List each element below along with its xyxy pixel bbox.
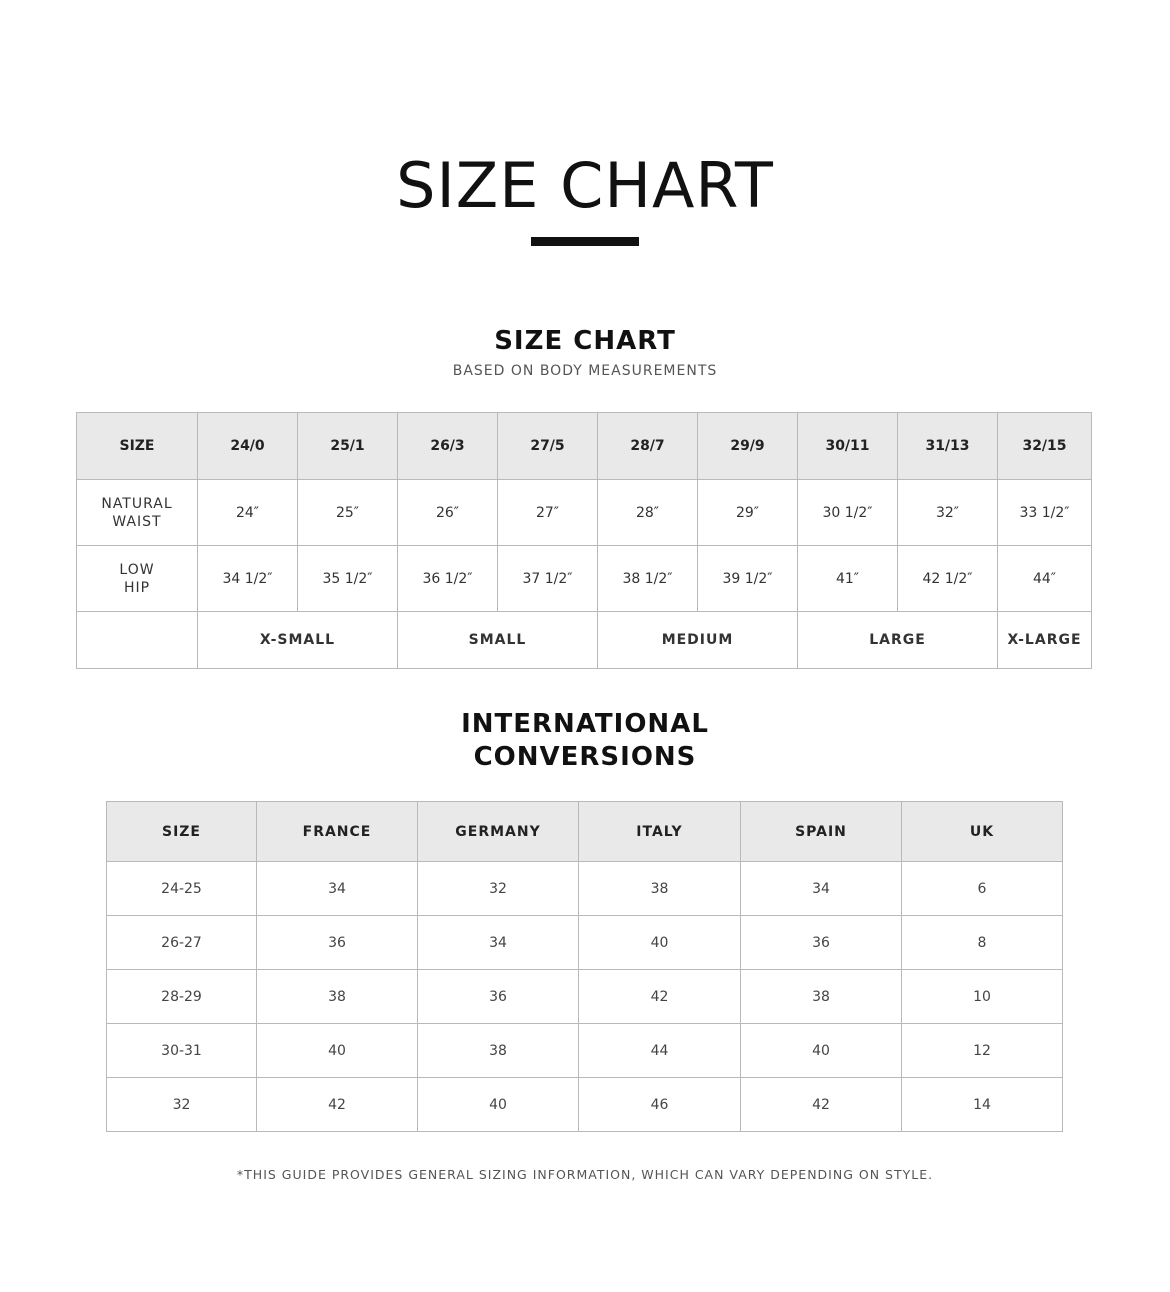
conversion-cell: 40 xyxy=(741,1024,902,1078)
table-row xyxy=(107,1024,1063,1078)
hip-value: 35 1/2″ xyxy=(298,546,398,612)
conversion-cell: 36 xyxy=(741,916,902,970)
size-header-row xyxy=(77,413,1092,480)
conversion-cell: 26-27 xyxy=(107,916,257,970)
conversion-cell: 30-31 xyxy=(107,1024,257,1078)
footnote: *THIS GUIDE PROVIDES GENERAL SIZING INFORMATION, WHICH CAN VARY DEPENDING ON STYLE. xyxy=(236,1167,934,1182)
conversion-cell: 34 xyxy=(257,862,418,916)
waist-value: 32″ xyxy=(898,480,998,546)
conversion-cell: 40 xyxy=(579,916,741,970)
size-chart-title: SIZE CHART xyxy=(494,326,676,356)
conversions-title-line: INTERNATIONAL xyxy=(461,709,709,739)
conversion-column-header: ITALY xyxy=(579,802,741,862)
conversion-cell: 38 xyxy=(741,970,902,1024)
conversion-cell: 42 xyxy=(257,1078,418,1132)
size-chart-table xyxy=(76,412,1092,669)
row-label xyxy=(77,480,198,546)
size-header-label: SIZE xyxy=(77,413,198,480)
conversion-cell: 36 xyxy=(257,916,418,970)
conversions-header-row xyxy=(107,802,1063,862)
waist-value: 25″ xyxy=(298,480,398,546)
waist-value: 29″ xyxy=(698,480,798,546)
table-row xyxy=(107,970,1063,1024)
conversion-column-header: FRANCE xyxy=(257,802,418,862)
conversion-column-header: UK xyxy=(902,802,1063,862)
conversion-cell: 34 xyxy=(741,862,902,916)
conversion-cell: 34 xyxy=(418,916,579,970)
page-title: SIZE CHART xyxy=(396,149,774,222)
conversion-cell: 40 xyxy=(257,1024,418,1078)
waist-value: 33 1/2″ xyxy=(998,480,1092,546)
table-row xyxy=(107,862,1063,916)
size-column-header: 32/15 xyxy=(998,413,1092,480)
hip-value: 38 1/2″ xyxy=(598,546,698,612)
conversion-cell: 46 xyxy=(579,1078,741,1132)
size-chart-subtitle: BASED ON BODY MEASUREMENTS xyxy=(452,363,718,379)
table-row xyxy=(107,1078,1063,1132)
hip-value: 37 1/2″ xyxy=(498,546,598,612)
conversions-table xyxy=(106,801,1063,1132)
waist-value: 26″ xyxy=(398,480,498,546)
conversions-title xyxy=(0,708,1170,774)
conversion-cell: 32 xyxy=(107,1078,257,1132)
conversion-cell: 36 xyxy=(418,970,579,1024)
conversion-cell: 42 xyxy=(741,1078,902,1132)
waist-value: 24″ xyxy=(198,480,298,546)
size-column-header: 31/13 xyxy=(898,413,998,480)
size-category: X-LARGE xyxy=(998,612,1092,669)
conversion-cell: 38 xyxy=(418,1024,579,1078)
waist-value: 27″ xyxy=(498,480,598,546)
row-label-line: LOW xyxy=(119,561,155,578)
waist-row xyxy=(77,480,1092,546)
size-column-header: 25/1 xyxy=(298,413,398,480)
hip-value: 44″ xyxy=(998,546,1092,612)
size-category: SMALL xyxy=(398,612,598,669)
category-row xyxy=(77,612,1092,669)
conversion-cell: 44 xyxy=(579,1024,741,1078)
conversion-cell: 8 xyxy=(902,916,1063,970)
row-label-line: WAIST xyxy=(112,513,162,530)
size-column-header: 28/7 xyxy=(598,413,698,480)
conversion-cell: 38 xyxy=(579,862,741,916)
row-label xyxy=(77,546,198,612)
conversion-column-header: SPAIN xyxy=(741,802,902,862)
row-label-line: NATURAL xyxy=(101,495,173,512)
size-column-header: 24/0 xyxy=(198,413,298,480)
hip-value: 36 1/2″ xyxy=(398,546,498,612)
conversion-cell: 32 xyxy=(418,862,579,916)
row-label-line: HIP xyxy=(123,579,151,596)
conversion-cell: 10 xyxy=(902,970,1063,1024)
conversion-cell: 40 xyxy=(418,1078,579,1132)
conversion-column-header: GERMANY xyxy=(418,802,579,862)
conversion-cell: 42 xyxy=(579,970,741,1024)
waist-value: 28″ xyxy=(598,480,698,546)
size-category: MEDIUM xyxy=(598,612,798,669)
hip-value: 34 1/2″ xyxy=(198,546,298,612)
size-column-header: 27/5 xyxy=(498,413,598,480)
table-row xyxy=(107,916,1063,970)
hip-value: 39 1/2″ xyxy=(698,546,798,612)
hip-value: 41″ xyxy=(798,546,898,612)
conversion-cell: 28-29 xyxy=(107,970,257,1024)
size-category: LARGE xyxy=(798,612,998,669)
size-column-header: 26/3 xyxy=(398,413,498,480)
conversions-title-line: CONVERSIONS xyxy=(473,742,697,772)
waist-value: 30 1/2″ xyxy=(798,480,898,546)
conversion-column-header: SIZE xyxy=(107,802,257,862)
hip-value: 42 1/2″ xyxy=(898,546,998,612)
conversion-cell: 14 xyxy=(902,1078,1063,1132)
title-underline xyxy=(531,237,639,246)
size-category: X-SMALL xyxy=(198,612,398,669)
size-column-header: 30/11 xyxy=(798,413,898,480)
conversion-cell: 38 xyxy=(257,970,418,1024)
size-column-header: 29/9 xyxy=(698,413,798,480)
empty-cell xyxy=(77,612,198,669)
conversion-cell: 6 xyxy=(902,862,1063,916)
hip-row xyxy=(77,546,1092,612)
conversion-cell: 12 xyxy=(902,1024,1063,1078)
conversion-cell: 24-25 xyxy=(107,862,257,916)
